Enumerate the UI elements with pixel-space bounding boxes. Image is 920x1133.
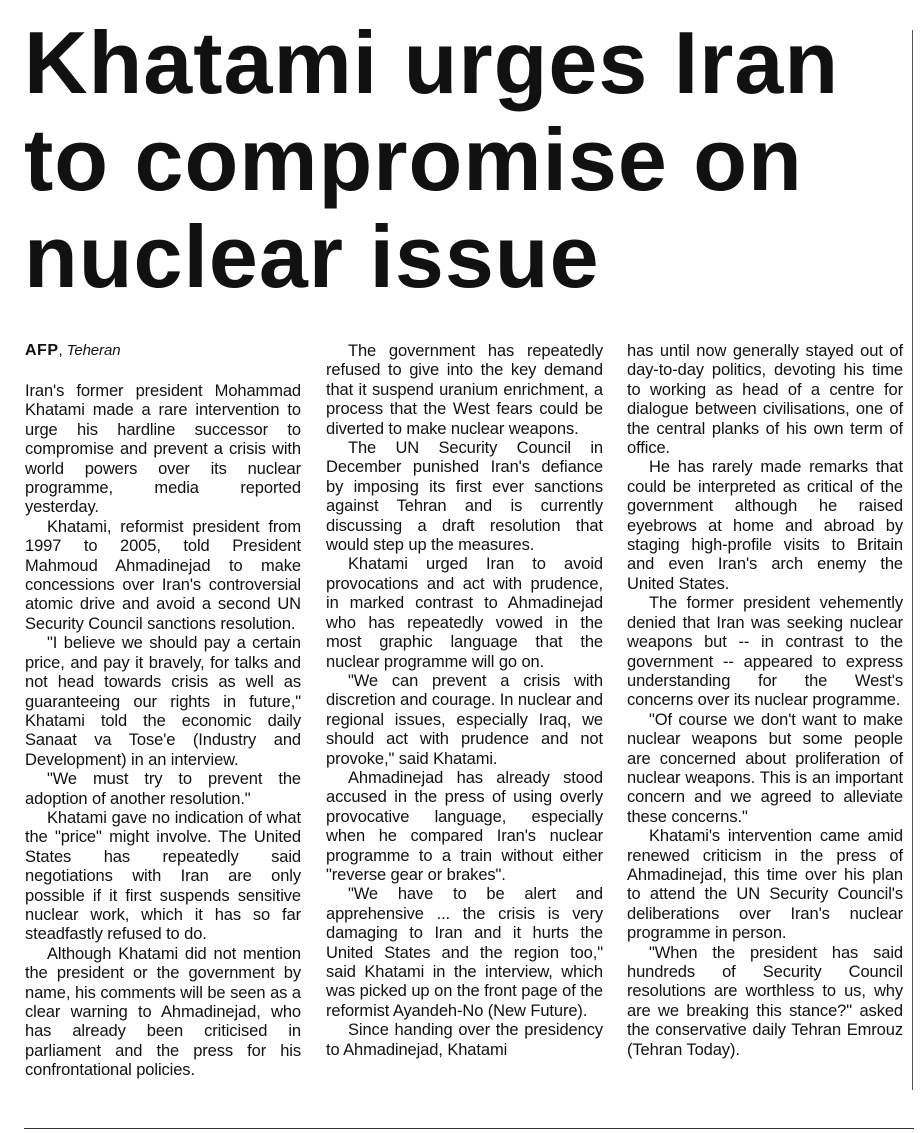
edge-rule — [912, 30, 913, 1090]
paragraph: Ahmadinejad has already stood accused in the press of using overly provocative language, especially when he compared Iran's nuclear programme to a train without either "reverse gear or brakes". — [326, 768, 603, 884]
paragraph: Since handing over the presidency to Ahmadinejad, Khatami — [326, 1021, 603, 1059]
paragraph: The former president vehemently denied that Iran was seeking nuclear weapons but -- in contrast to the government -- appeared to express understanding for the West's concerns over its nuclear programme. — [627, 594, 903, 710]
article-column-1 — [25, 342, 301, 1081]
article-column-2 — [326, 342, 603, 1060]
byline-agency: AFP — [25, 342, 59, 359]
byline: AFP, Teheran — [25, 342, 121, 359]
paragraph: Iran's former president Mohammad Khatami made a rare intervention to urge his hardline successor to compromise and prevent a crisis with world powers over its nuclear programme, media reported yesterday. — [25, 382, 301, 517]
paragraph: Khatami urged Iran to avoid provocations and act with prudence, in marked contrast to Ahmadinejad who has repeatedly vowed in the most graphic language that the nuclear programme will go on. — [326, 555, 603, 671]
article-column-3 — [627, 342, 903, 1060]
paragraph: "Of course we don't want to make nuclear weapons but some people are concerned about proliferation of nuclear weapons. This is an important concern and we agreed to alleviate these concerns." — [627, 710, 903, 826]
paragraph: The UN Security Council in December punished Iran's defiance by imposing its first ever sanctions against Tehran and is currently discussing a draft resolution that would step up the measures. — [326, 439, 603, 555]
paragraph: "We must try to prevent the adoption of another resolution." — [25, 770, 301, 808]
paragraph: "I believe we should pay a certain price, and pay it bravely, for talks and not head towards crisis as well as guaranteeing our rights in future," Khatami told the economic daily Sanaat va Tose'e (Industry and Development) in an interview. — [25, 634, 301, 769]
bottom-rule — [24, 1128, 914, 1129]
paragraph: Khatami's intervention came amid renewed criticism in the press of Ahmadinejad, this time over his plan to attend the UN Security Council's deliberations over Iran's nuclear programme in person. — [627, 827, 903, 943]
paragraph: "When the president has said hundreds of Security Council resolutions are worthless to us, why are we breaking this stance?" asked the conservative daily Tehran Emrouz (Tehran Today). — [627, 943, 903, 1059]
paragraph: has until now generally stayed out of day-to-day politics, devoting his time to working as head of a centre for dialogue between civilisations, one of the central planks of his own term of office. — [627, 342, 903, 458]
paragraph: The government has repeatedly refused to give into the key demand that it suspend uranium enrichment, a process that the West fears could be diverted to make nuclear weapons. — [326, 342, 603, 438]
paragraph: "We can prevent a crisis with discretion and courage. In nuclear and regional issues, especially Iraq, we should act with prudence and not provoke," said Khatami. — [326, 671, 603, 768]
paragraph: "We have to be alert and apprehensive ... the crisis is very damaging to Iran and it hurts the United States and the region too," said Khatami in the interview, which was picked up on the front page of the reformist Ayandeh-No (New Future). — [326, 885, 603, 1020]
byline-place: Teheran — [66, 342, 121, 359]
paragraph: He has rarely made remarks that could be interpreted as critical of the government although he raised eyebrows at home and abroad by staging high-profile visits to Britain and even Iran's arch enemy the United States. — [627, 458, 903, 593]
paragraph: Khatami gave no indication of what the "price" might involve. The United States has repeatedly said negotiations with Iran are only possible if it first suspends sensitive nuclear work, which it has so far steadfastly refused to do. — [25, 808, 301, 944]
paragraph: Khatami, reformist president from 1997 to 2005, told President Mahmoud Ahmadinejad to make concessions over Iran's controversial atomic drive and avoid a second UN Security Council sanctions resolution. — [25, 517, 301, 633]
paragraph: Although Khatami did not mention the president or the government by name, his comments will be seen as a clear warning to Ahmadinejad, who has already been criticised in parliament and the press for his confrontational policies. — [25, 944, 301, 1080]
headline: Khatami urges Iran to compromise on nuclear issue — [24, 13, 840, 306]
